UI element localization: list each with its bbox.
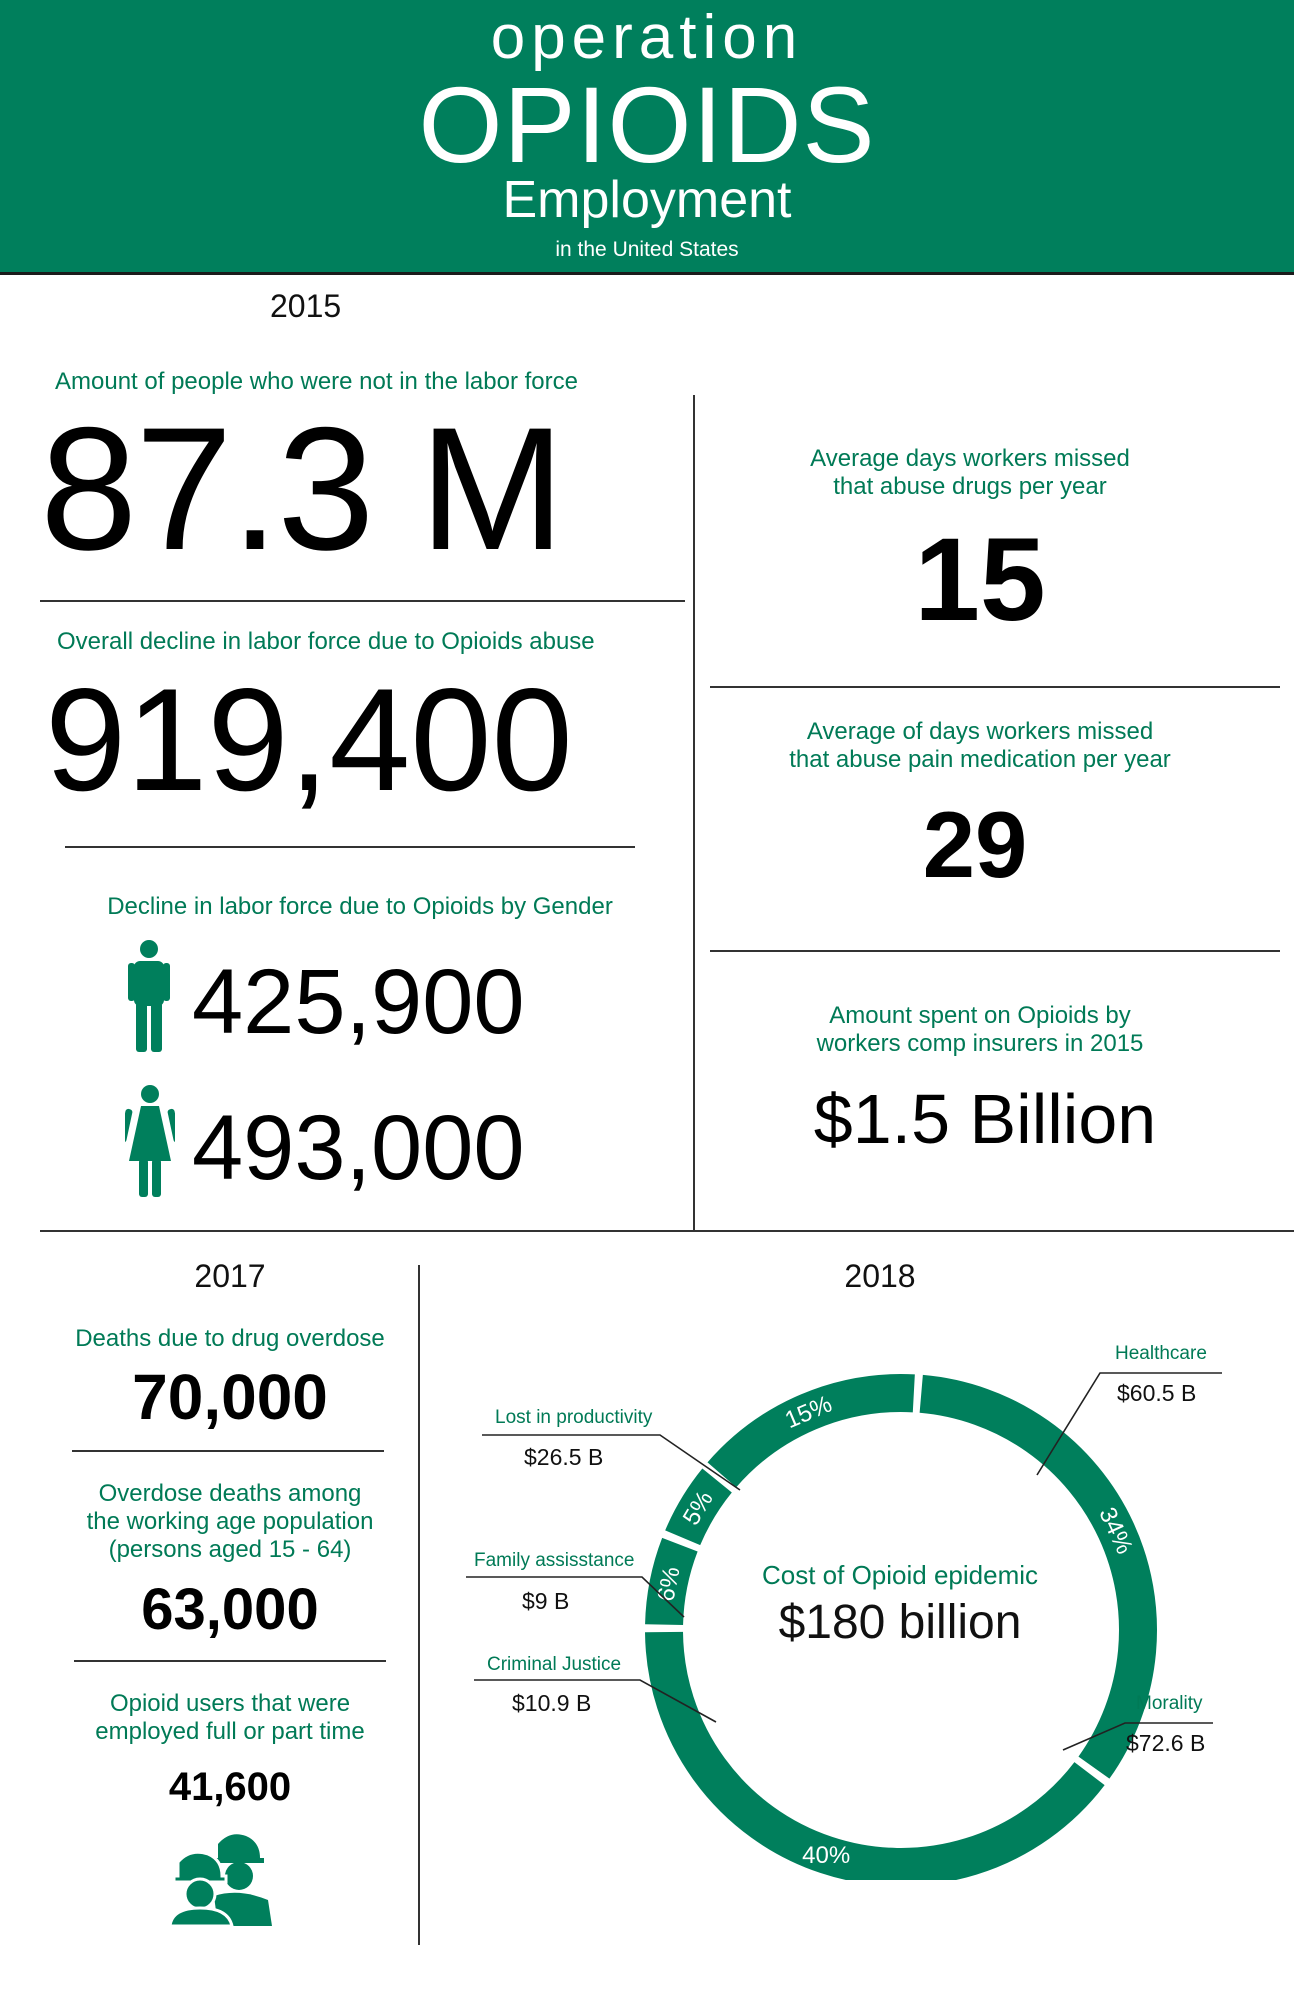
days-drugs-label-line1: Average days workers missed bbox=[810, 445, 1130, 472]
slice-name-healthcare: Healthcare bbox=[1115, 1343, 1207, 1364]
donut-percent-label: 34% bbox=[1093, 1503, 1139, 1559]
divider bbox=[40, 600, 685, 602]
days-pain-label-line2: that abuse pain medication per year bbox=[789, 746, 1171, 773]
days-pain-label-line1: Average of days workers missed bbox=[806, 718, 1154, 745]
deaths-label: Deaths due to drug overdose bbox=[75, 1325, 385, 1352]
not-in-labor-label: Amount of people who were not in the labor force bbox=[55, 368, 578, 395]
working-age-label-line1: Overdose deaths among bbox=[98, 1480, 362, 1507]
employed-label-line2: employed full or part time bbox=[95, 1718, 365, 1745]
year-2018: 2018 bbox=[844, 1258, 916, 1294]
spent-value: $1.5 Billion bbox=[813, 1080, 1157, 1158]
header-line-operation: operation bbox=[490, 3, 804, 72]
header-line-employment: Employment bbox=[502, 171, 792, 229]
section-divider bbox=[40, 1230, 1294, 1232]
female-person-icon bbox=[125, 1085, 175, 1197]
workers-helmet-icon bbox=[168, 1830, 278, 1930]
not-in-labor-value: 87.3 M bbox=[40, 392, 563, 587]
divider bbox=[72, 1450, 384, 1452]
donut-center-label: Cost of Opioid epidemic bbox=[761, 1560, 1039, 1590]
days-drugs-label-line2: that abuse drugs per year bbox=[833, 473, 1107, 500]
year-2017: 2017 bbox=[194, 1258, 266, 1294]
donut-center-value: $180 billion bbox=[778, 1596, 1022, 1649]
divider bbox=[710, 686, 1280, 688]
header-banner bbox=[0, 0, 1294, 275]
female-value: 493,000 bbox=[192, 1097, 525, 1199]
employed-label-line1: Opioid users that were bbox=[109, 1690, 351, 1717]
donut-percent-label: 15% bbox=[781, 1390, 836, 1435]
divider bbox=[710, 950, 1280, 952]
spent-label-line2: workers comp insurers in 2015 bbox=[816, 1030, 1144, 1057]
male-person-icon bbox=[127, 940, 171, 1052]
working-age-label-line3: (persons aged 15 - 64) bbox=[108, 1536, 352, 1563]
decline-value: 919,400 bbox=[45, 658, 573, 821]
deaths-value: 70,000 bbox=[132, 1361, 328, 1433]
donut-percent-label: 5% bbox=[677, 1486, 719, 1531]
employed-value: 41,600 bbox=[168, 1765, 292, 1809]
male-value: 425,900 bbox=[192, 951, 525, 1053]
days-pain-value: 29 bbox=[922, 792, 1028, 897]
donut-slice-morality bbox=[664, 1632, 1090, 1867]
slice-amount-criminal-justice: $10.9 B bbox=[512, 1690, 592, 1716]
divider bbox=[65, 846, 635, 848]
working-age-value: 63,000 bbox=[141, 1577, 319, 1642]
year-2015: 2015 bbox=[270, 288, 342, 324]
vertical-divider bbox=[693, 395, 695, 1230]
slice-name-criminal-justice: Criminal Justice bbox=[487, 1654, 622, 1675]
slice-amount-family-assistance: $9 B bbox=[522, 1588, 570, 1614]
header-line-location: in the United States bbox=[555, 238, 739, 261]
donut-percent-label: 6% bbox=[652, 1564, 686, 1604]
working-age-label-line2: the working age population bbox=[86, 1508, 374, 1535]
slice-amount-healthcare: $60.5 B bbox=[1117, 1380, 1197, 1406]
slice-name-lost-productivity: Lost in productivity bbox=[495, 1407, 653, 1428]
slice-amount-lost-productivity: $26.5 B bbox=[524, 1444, 604, 1470]
decline-label: Overall decline in labor force due to Opioids abuse bbox=[57, 628, 595, 655]
spent-label-line1: Amount spent on Opioids by bbox=[829, 1002, 1131, 1029]
header-title-opioids: OPIOIDS bbox=[418, 64, 876, 185]
slice-name-morality: Morality bbox=[1136, 1693, 1203, 1714]
slice-amount-morality: $72.6 B bbox=[1126, 1730, 1206, 1756]
slice-name-family-assistance: Family assisstance bbox=[474, 1550, 635, 1571]
donut-percent-label: 40% bbox=[802, 1841, 851, 1869]
days-drugs-value: 15 bbox=[914, 514, 1046, 646]
divider bbox=[74, 1660, 386, 1662]
gender-label: Decline in labor force due to Opioids by Gender bbox=[107, 893, 613, 920]
